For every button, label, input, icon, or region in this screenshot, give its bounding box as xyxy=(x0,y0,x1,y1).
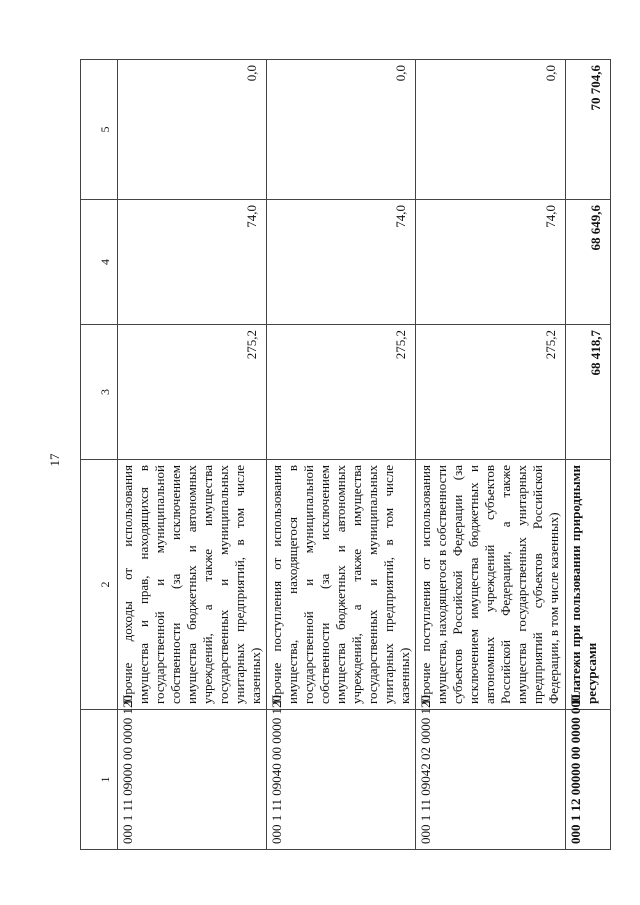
column-header-2: 2 xyxy=(81,460,118,710)
income-name: Прочие поступления от использования имущества, находящегося в государственной и муниципальной собственности (за исключением имущества бюджетных и автономных учреждений, а также имущества государственных и муниципальных унитарных предприятий, в том числе казенных) xyxy=(267,460,416,710)
budget-table xyxy=(80,59,611,850)
value-col-5: 70 704,6 xyxy=(566,60,611,200)
header-row xyxy=(81,60,118,850)
value-col-3: 68 418,7 xyxy=(566,325,611,460)
column-header-5: 5 xyxy=(81,60,118,200)
table-row xyxy=(118,60,267,850)
value-col-3: 275,2 xyxy=(267,325,416,460)
value-col-4: 68 649,6 xyxy=(566,200,611,325)
income-name: Прочие поступления от использования имущества, находящегося в собственности субъектов Российской Федерации (за исключением имущества бюджетных и автономных учреждений субъектов Российской Федерации, а также имущества государственных унитарных предприятий субъектов Российской Федерации, в том числе казенных) xyxy=(416,460,566,710)
value-col-4: 74,0 xyxy=(267,200,416,325)
income-name: Прочие доходы от использования имущества и прав, находящихся в государственной и муниципальной собственности (за исключением имущества бюджетных и автономных учреждений, а также имущества государственных и муниципальных унитарных предприятий, в том числе казенных) xyxy=(118,460,267,710)
value-col-4: 74,0 xyxy=(416,200,566,325)
value-col-5: 0,0 xyxy=(118,60,267,200)
column-header-1: 1 xyxy=(81,710,118,850)
table-row xyxy=(267,60,416,850)
table-row xyxy=(566,60,611,850)
column-header-4: 4 xyxy=(81,200,118,325)
budget-code: 000 1 11 09040 00 0000 120 xyxy=(267,710,416,850)
value-col-5: 0,0 xyxy=(416,60,566,200)
value-col-3: 275,2 xyxy=(118,325,267,460)
column-header-3: 3 xyxy=(81,325,118,460)
income-name: Платежи при пользовании природными ресурсами xyxy=(566,460,611,710)
page-number: 17 xyxy=(47,453,62,467)
rotated-page xyxy=(80,60,603,850)
value-col-3: 275,2 xyxy=(416,325,566,460)
value-col-5: 0,0 xyxy=(267,60,416,200)
budget-code: 000 1 11 09000 00 0000 120 xyxy=(118,710,267,850)
budget-code: 000 1 12 00000 00 0000 000 xyxy=(566,710,611,850)
table-row xyxy=(416,60,566,850)
value-col-4: 74,0 xyxy=(118,200,267,325)
budget-code: 000 1 11 09042 02 0000 120 xyxy=(416,710,566,850)
